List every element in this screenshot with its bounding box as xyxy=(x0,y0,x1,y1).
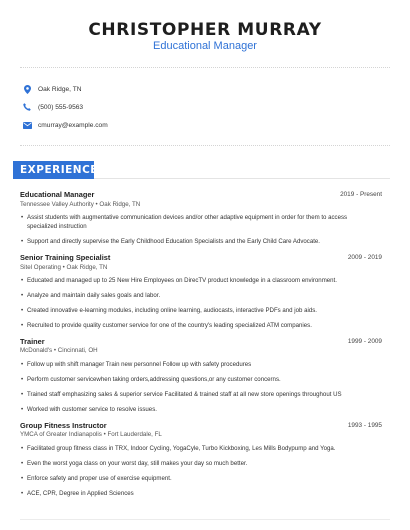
job-dates: 1999 - 2009 xyxy=(347,338,382,345)
job-bullet: • Trained staff emphasizing sales & superior service Facilitated & trained staff at all new store openings throughout US xyxy=(21,391,342,398)
experience-rule xyxy=(94,178,390,179)
job-company: YMCA of Greater Indianapolis • Fort Lauderdale, FL xyxy=(20,431,162,438)
job-dates: 1993 - 1995 xyxy=(347,422,382,429)
job-bullet: • Facilitated group fitness class in TRX, Indoor Cycling, YogaCyle, Turbo Kickboxing, Les Mills Bodypump and Yoga. xyxy=(21,445,336,452)
job-dates: 2009 - 2019 xyxy=(347,254,382,261)
job-bullet: • ACE, CPR, Degree in Applied Sciences xyxy=(21,490,134,497)
bullet-dot: • xyxy=(21,445,24,452)
job-title: Educational Manager xyxy=(20,190,95,199)
experience-heading: EXPERIENCE xyxy=(13,161,94,179)
bullet-dot: • xyxy=(21,322,24,329)
contact-phone xyxy=(22,101,83,113)
contact-phone-text: (500) 555-9563 xyxy=(38,103,84,111)
bullet-dot: • xyxy=(21,475,24,482)
job-bullet: • Assist students with augmentative communication devices and/or other adaptive equipment in order for them to access specialized instruction xyxy=(21,214,348,230)
job-bullet: • Created innovative e-learning modules, including online learning, audiocasts, interactive PDFs and job aids. xyxy=(21,307,317,314)
job-bullet: • Support and directly supervise the Early Childhood Education Specialists and the Early Child Care Advocate. xyxy=(21,238,321,245)
job-company: McDonald's • Cincinnati, OH xyxy=(20,347,98,354)
bullet-dot: • xyxy=(21,214,24,221)
contact-divider xyxy=(20,145,390,146)
job-title: Group Fitness Instructor xyxy=(20,421,107,430)
job-company: Sitel Operating • Oak Ridge, TN xyxy=(20,264,108,271)
job-bullet: • Worked with customer service to resolve issues. xyxy=(21,406,157,413)
job-title: Senior Training Specialist xyxy=(20,253,111,262)
job-bullet: • Recruited to provide quality customer service for one of the country's leading specialized ATM companies. xyxy=(21,322,312,329)
bullet-dot: • xyxy=(21,376,24,383)
job-bullet: • Even the worst yoga class on your worst day, still makes your day so much better. xyxy=(21,460,248,467)
bullet-dot: • xyxy=(21,460,24,467)
contact-location xyxy=(22,83,82,95)
contact-email xyxy=(22,119,108,131)
bullet-dot: • xyxy=(21,292,24,299)
phone-icon xyxy=(22,102,32,112)
bullet-dot: • xyxy=(21,490,24,497)
bullet-dot: • xyxy=(21,361,24,368)
bullet-dot: • xyxy=(21,391,24,398)
envelope-icon xyxy=(22,120,32,130)
job-bullet: • Follow up with shift manager Train new personnel Follow up with safety procedures xyxy=(21,361,252,368)
job-bullet: • Analyze and maintain daily sales goals and labor. xyxy=(21,292,161,299)
bullet-dot: • xyxy=(21,406,24,413)
contact-location-text: Oak Ridge, TN xyxy=(38,85,82,93)
bullet-dot: • xyxy=(21,238,24,245)
job-company: Tennessee Valley Authority • Oak Ridge, TN xyxy=(20,201,141,208)
header-divider xyxy=(20,67,390,68)
job-bullet: • Educated and managed up to 25 New Hire Employees on DirecTV product knowledge in a classroom environment. xyxy=(21,277,337,284)
bullet-dot: • xyxy=(21,307,24,314)
job-bullet: • Perform customer servicewhen taking orders,addressing questions,or any customer concerns. xyxy=(21,376,281,383)
candidate-role: Educational Manager xyxy=(153,40,257,52)
footer-divider xyxy=(20,519,390,520)
candidate-name: CHRISTOPHER MURRAY xyxy=(88,20,322,40)
job-dates: 2019 - Present xyxy=(340,191,382,198)
job-bullet: • Enforce safety and proper use of exercise equipment. xyxy=(21,475,172,482)
job-title: Trainer xyxy=(20,337,45,346)
map-pin-icon xyxy=(22,84,32,94)
contact-email-text[interactable]: cmurray@example.com xyxy=(38,121,108,129)
bullet-dot: • xyxy=(21,277,24,284)
